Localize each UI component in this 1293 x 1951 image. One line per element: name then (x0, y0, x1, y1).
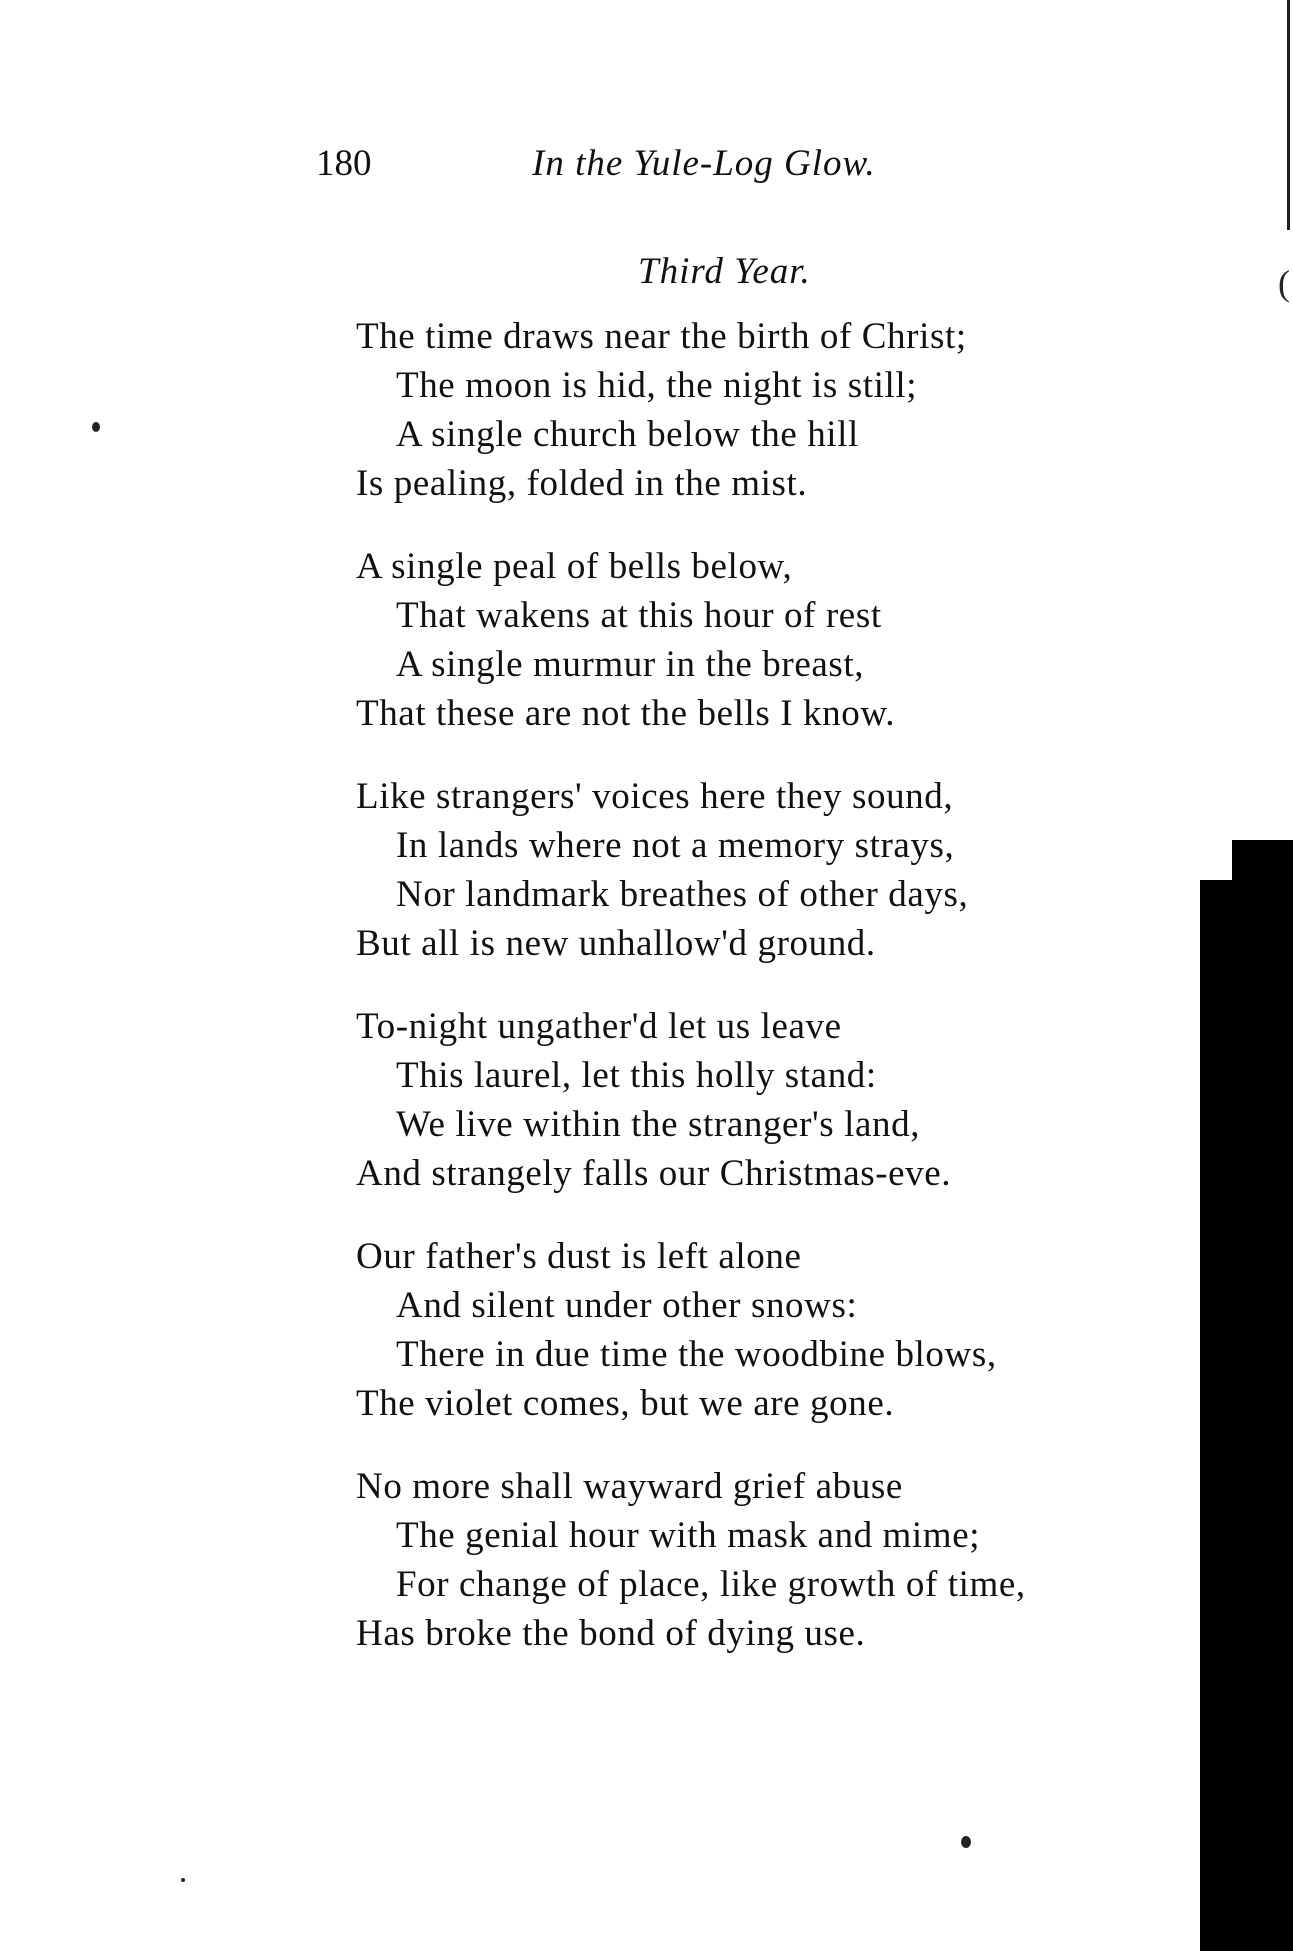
poem-line: Our father's dust is left alone (356, 1236, 802, 1277)
scan-speck (181, 1878, 185, 1882)
poem-line: This laurel, let this holly stand: (396, 1055, 877, 1096)
poem-line: And strangely falls our Christmas-eve. (356, 1153, 952, 1194)
poem-line: A single church below the hill (396, 414, 859, 455)
page-number: 180 (316, 143, 372, 184)
page-header (316, 142, 956, 192)
poem-line: The time draws near the birth of Christ; (356, 316, 967, 357)
stanza-2 (356, 542, 1176, 738)
poem-line: Nor landmark breathes of other days, (396, 874, 969, 915)
poem-line: But all is new unhallow'd ground. (356, 923, 876, 964)
stanza-6 (356, 1462, 1176, 1658)
poem-line: That wakens at this hour of rest (396, 595, 882, 636)
poem-line: A single peal of bells below, (356, 546, 793, 587)
section-heading: Third Year. (638, 251, 811, 292)
poem (356, 312, 1176, 1692)
poem-line: The violet comes, but we are gone. (356, 1383, 895, 1424)
stanza-4 (356, 1002, 1176, 1198)
poem-line: To-night ungather'd let us leave (356, 1006, 842, 1047)
poem-line: That these are not the bells I know. (356, 693, 896, 734)
poem-line: We live within the stranger's land, (396, 1104, 921, 1145)
running-title: In the Yule-Log Glow. (532, 143, 876, 184)
poem-line: No more shall wayward grief abuse (356, 1466, 903, 1507)
poem-line: Like strangers' voices here they sound, (356, 776, 954, 817)
poem-line: And silent under other snows: (396, 1285, 858, 1326)
scan-edge-mark: ( (1278, 263, 1290, 303)
poem-line: A single murmur in the breast, (396, 644, 865, 685)
scan-edge-line (1287, 0, 1290, 230)
stanza-1 (356, 312, 1176, 508)
scan-speck (961, 1836, 971, 1848)
stanza-3 (356, 772, 1176, 968)
scan-edge-shadow (1200, 880, 1293, 1951)
poem-line: The genial hour with mask and mime; (396, 1515, 981, 1556)
poem-line: For change of place, like growth of time, (396, 1564, 1026, 1605)
poem-line: In lands where not a memory strays, (396, 825, 955, 866)
poem-line: Is pealing, folded in the mist. (356, 463, 808, 504)
scan-speck (92, 422, 100, 432)
poem-line: There in due time the woodbine blows, (396, 1334, 997, 1375)
poem-line: Has broke the bond of dying use. (356, 1613, 866, 1654)
stanza-5 (356, 1232, 1176, 1428)
poem-line: The moon is hid, the night is still; (396, 365, 918, 406)
